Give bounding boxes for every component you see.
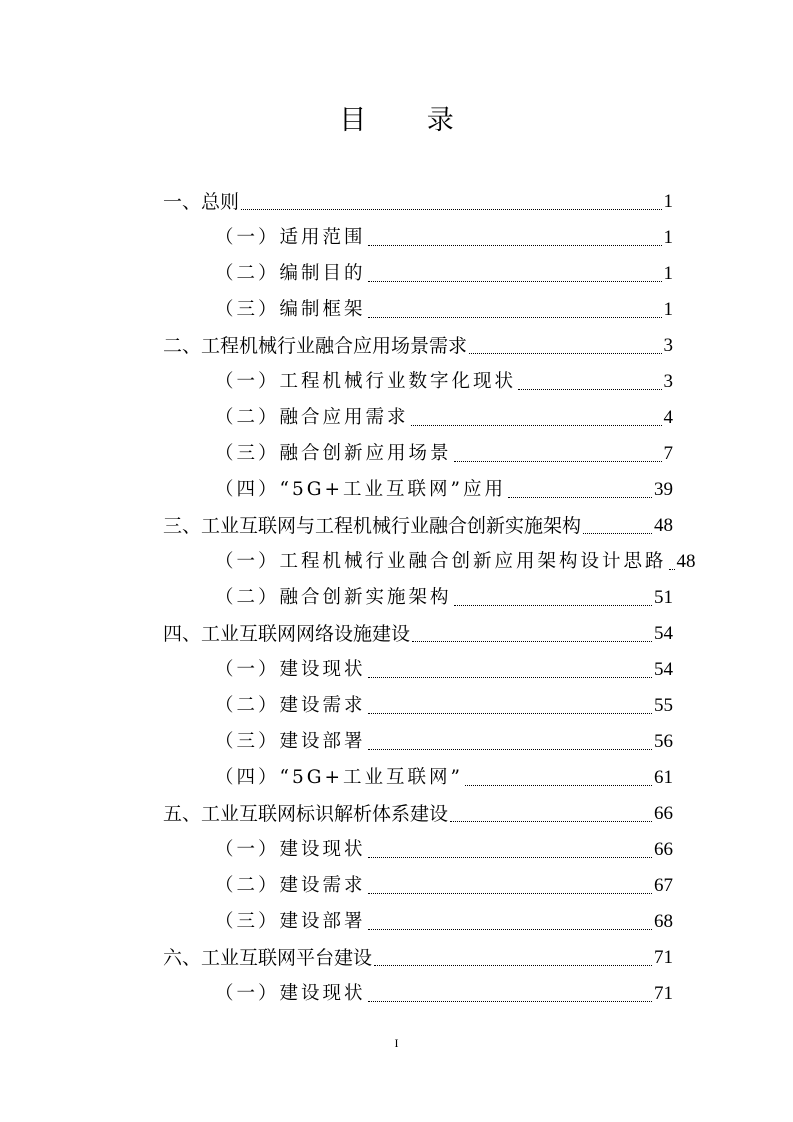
dot-leader [368,677,652,678]
toc-chapter-entry[interactable] [163,508,673,544]
dot-leader [368,317,662,318]
toc-section-entry[interactable] [163,868,673,904]
toc-entry-page-number: 55 [654,695,673,716]
toc-entry-label: 五、工业互联网标识解析体系建设 [163,803,449,825]
dot-leader [368,893,652,894]
toc-entry-label: （三）建设部署 [215,731,366,752]
dot-leader [411,425,662,426]
toc-entry-label: （三）建设部署 [215,911,366,932]
toc-entry-label: （二）建设需求 [215,695,366,716]
toc-section-entry[interactable] [163,688,673,724]
toc-entry-page-number: 66 [654,803,673,824]
toc-entry-label: （三）融合创新应用场景 [215,443,452,464]
toc-entry-label: （二）融合创新实施架构 [215,587,452,608]
dot-leader [412,641,652,642]
toc-section-entry[interactable] [163,580,673,616]
toc-entry-label: （一）工程机械行业融合创新应用架构设计思路 [215,551,667,572]
toc-section-entry[interactable] [163,904,673,940]
page-title: 目 录 [339,105,480,136]
toc-entry-page-number: 68 [654,911,673,932]
toc-entry-page-number: 1 [663,227,673,248]
toc-section-entry[interactable] [163,220,673,256]
toc-chapter-entry[interactable] [163,796,673,832]
toc-entry-label: （一）建设现状 [215,983,366,1004]
toc-section-entry[interactable] [163,652,673,688]
toc-entry-page-number: 1 [663,299,673,320]
toc-chapter-entry[interactable] [163,940,673,976]
page-number-footer: I [394,1036,399,1050]
dot-leader [241,209,661,210]
toc-entry-page-number: 1 [663,263,673,284]
toc-entry-label: （三）编制框架 [215,299,366,320]
toc-entry-label: 三、工业互联网与工程机械行业融合创新实施架构 [163,515,582,537]
dot-leader [368,749,652,750]
toc-chapter-entry[interactable] [163,328,673,364]
toc-entry-page-number: 3 [663,371,673,392]
dot-leader [454,461,662,462]
toc-entry-page-number: 48 [676,551,696,572]
toc-chapter-entry[interactable] [163,616,673,652]
toc-entry-page-number: 56 [654,731,673,752]
toc-entry-page-number: 71 [654,983,673,1004]
toc-section-entry[interactable] [163,400,673,436]
toc-entry-page-number: 48 [654,515,673,536]
toc-entry-page-number: 51 [654,587,673,608]
toc-section-entry[interactable] [163,472,673,508]
toc-entry-page-number: 67 [654,875,673,896]
dot-leader [518,389,661,390]
dot-leader [368,713,652,714]
toc-entry-page-number: 71 [654,947,673,968]
toc-section-entry[interactable] [163,832,673,868]
toc-section-entry[interactable] [163,724,673,760]
dot-leader [368,245,662,246]
dot-leader [454,605,652,606]
toc-chapter-entry[interactable] [163,184,673,220]
toc-entry-label: （一）建设现状 [215,839,366,860]
toc-entry-label: （二）编制目的 [215,263,366,284]
toc-section-entry[interactable] [163,436,673,472]
dot-leader [465,785,652,786]
toc-section-entry[interactable] [163,544,696,580]
toc-entry-label: 六、工业互联网平台建设 [163,947,373,969]
dot-leader [669,569,675,570]
toc-section-entry[interactable] [163,364,673,400]
toc-entry-page-number: 7 [663,443,673,464]
toc-entry-label: 四、工业互联网网络设施建设 [163,623,411,645]
toc-entry-page-number: 39 [654,479,673,500]
toc-entry-label: （四）“5G+工业互联网” [215,767,463,788]
dot-leader [368,281,662,282]
toc-entry-page-number: 1 [663,191,673,212]
toc-entry-page-number: 61 [654,767,673,788]
dot-leader [374,965,652,966]
toc-entry-page-number: 54 [654,659,673,680]
toc-entry-label: 二、工程机械行业融合应用场景需求 [163,335,468,357]
dot-leader [368,929,652,930]
toc-section-entry[interactable] [163,976,673,1012]
toc-entry-label: （一）适用范围 [215,227,366,248]
toc-entry-page-number: 66 [654,839,673,860]
toc-entry-label: （二）融合应用需求 [215,407,409,428]
dot-leader [368,1001,652,1002]
toc-entry-label: 一、总则 [163,191,240,213]
dot-leader [508,497,652,498]
toc-entry-label: （四）“5G+工业互联网”应用 [215,479,506,500]
toc-entry-page-number: 4 [663,407,673,428]
toc-entry-page-number: 3 [663,335,673,356]
toc-entry-page-number: 54 [654,623,673,644]
dot-leader [450,821,652,822]
dot-leader [583,533,652,534]
toc-entry-label: （一）建设现状 [215,659,366,680]
toc-entry-label: （二）建设需求 [215,875,366,896]
table-of-contents [163,184,696,1012]
toc-entry-label: （一）工程机械行业数字化现状 [215,371,517,392]
toc-section-entry[interactable] [163,760,673,796]
dot-leader [368,857,652,858]
toc-section-entry[interactable] [163,256,673,292]
toc-section-entry[interactable] [163,292,673,328]
dot-leader [469,353,661,354]
